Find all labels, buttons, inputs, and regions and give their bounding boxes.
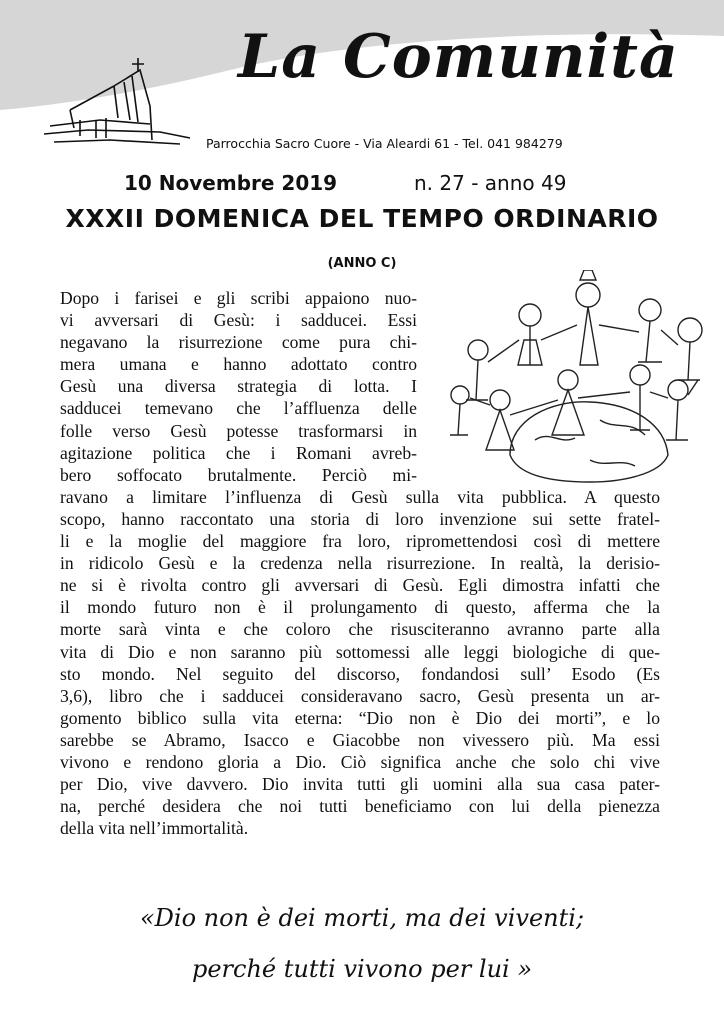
article-line: della vita nell’immortalità. [60, 818, 249, 839]
liturgical-year-label: (ANNO C) [327, 256, 397, 271]
article-line: Gesù una diversa strategia di lotta. I [60, 376, 417, 397]
article-line: na, perché desidera che noi tutti beneficiamo con lui della pienezza [60, 796, 660, 817]
article-line: vivono e rendono gloria a Dio. Ciò significa anche che solo chi vive [60, 751, 660, 772]
article-line: morte sarà vinta e che coloro che risusciteranno avranno parte alla [60, 619, 660, 640]
article-line: il mondo futuro non è il prolungamento di questo, afferma che la [60, 597, 660, 618]
article-line: vi avversari di Gesù: i sadducei. Essi [60, 310, 417, 331]
closing-quote-line-2: perché tutti vivono per lui » [191, 955, 533, 983]
article-line: negavano la risurrezione come pura chi- [60, 332, 417, 353]
church-logo-icon [40, 58, 200, 148]
article-line: Dopo i farisei e gli scribi appaiono nuo- [60, 288, 417, 308]
article-line: vita di Dio e non saranno più sottomessi alle leggi biologiche di que- [60, 641, 660, 662]
article-line: folle verso Gesù potesse trasformarsi in [60, 420, 417, 441]
article-line: gomento biblico sulla vita eterna: “Dio non è Dio dei morti”, e lo [60, 707, 660, 728]
masthead-title: La Comunità [238, 22, 679, 92]
article-line: agitazione politica che i Romani avreb- [60, 442, 417, 463]
article-body [60, 287, 660, 839]
article-line: ravano a limitare l’influenza di Gesù sulla vita pubblica. A questo [60, 486, 660, 507]
article-line: per Dio, vive davvero. Dio invita tutti gli uomini alla sua casa pater- [60, 774, 660, 795]
article-line: ne si è rivolta contro gli avversari di Gesù. Egli dimostra infatti che [60, 575, 660, 596]
article-line: in ridicolo Gesù e la credenza nella risurrezione. In realtà, la derisio- [60, 553, 660, 574]
article-line: scopo, hanno raccontato una storia di loro invenzione sui sette fratel- [60, 508, 660, 529]
issue-date: 10 Novembre 2019 [124, 171, 338, 195]
article-line: li e la moglie del maggiore fra loro, ripromettendosi così di mettere [60, 531, 660, 552]
article-line: sadducei temevano che l’affluenza delle [60, 398, 417, 419]
article-line: sto mondo. Nel seguito del discorso, fondandosi sull’ Esodo (Es [60, 663, 660, 684]
issue-number: n. 27 - anno 49 [414, 171, 567, 195]
article-line: bero soffocato brutalmente. Perciò mi- [60, 464, 417, 485]
article-line: sarebbe se Abramo, Isacco e Giacobbe non vivessero più. Ma essi [60, 729, 660, 750]
page-headline: XXXII DOMENICA DEL TEMPO ORDINARIO [65, 204, 659, 233]
closing-quote-line-1: «Dio non è dei morti, ma dei viventi; [139, 904, 585, 932]
parish-address: Parrocchia Sacro Cuore - Via Aleardi 61 - Tel. 041 984279 [206, 136, 563, 151]
article-line: 3,6), libro che i sadducei consideravano sacro, Gesù presenta un ar- [60, 685, 660, 706]
article-line: mera umana e hanno adottato contro [60, 354, 417, 375]
